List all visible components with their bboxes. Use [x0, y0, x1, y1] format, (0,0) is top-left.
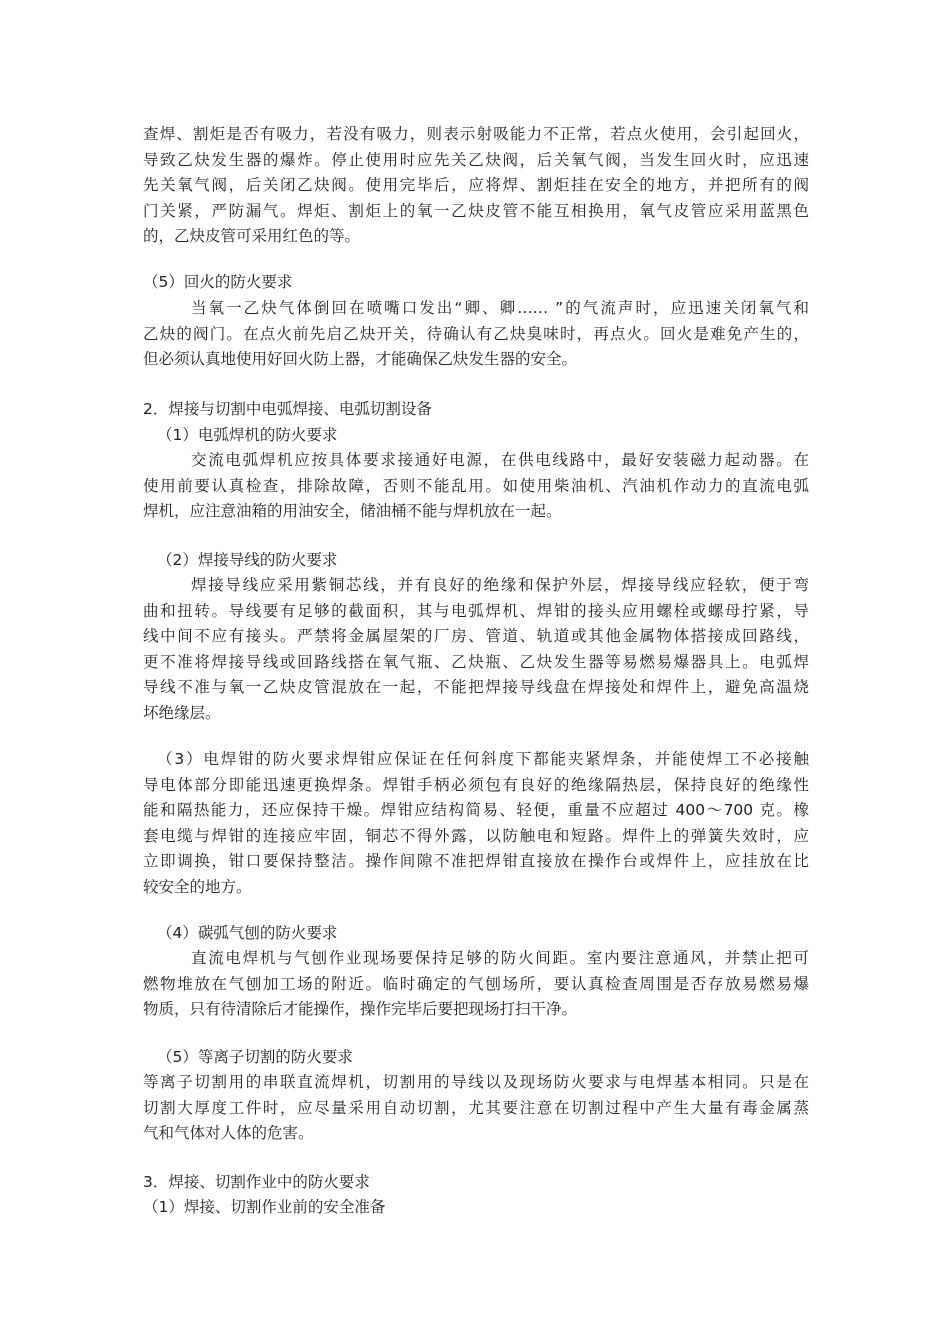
text-line: 查焊、割炬是否有吸力，若没有吸力，则表示射吸能力不正常，若点火使用，会引起回火， — [143, 125, 809, 143]
heading-flashback — [143, 270, 809, 296]
text-line: 立即调换，钳口要保持整洁。操作间隙不准把焊钳直接放在操作台或焊件上，应挂放在比 — [143, 852, 809, 870]
text-line: 导线不准与氧一乙炔皮管混放在一起，不能把焊接导线盘在焊接处和焊件上，避免高温烧 — [143, 678, 809, 696]
paragraph-carbon-arc — [143, 946, 809, 1023]
heading-text: （5）等离子切割的防火要求 — [157, 1048, 353, 1066]
paragraph-flashback — [143, 296, 809, 373]
heading-text: （2）焊接导线的防火要求 — [157, 551, 338, 569]
text-line: 直流电焊机与气刨作业现场要保持足够的防火间距。室内要注意通风，并禁止把可 — [191, 949, 809, 967]
text-line: 线中间不应有接头。严禁将金属屋架的厂房、管道、轨道或其他金属物体搭接成回路线， — [143, 627, 809, 645]
heading-text: （1）焊接、切割作业前的安全准备 — [143, 1198, 386, 1216]
heading-arc-welder — [143, 423, 809, 449]
heading-text: 2．焊接与切割中电弧焊接、电弧切割设备 — [143, 400, 432, 418]
text-line: 燃物堆放在气刨加工场的附近。临时确定的气刨场所，要认真检查周围是否存放易燃易爆 — [143, 974, 809, 993]
heading-welding-cable — [143, 548, 809, 574]
text-line: 坏绝缘层。 — [143, 703, 221, 722]
text-line: 等离子切割用的串联直流焊机，切割用的导线以及现场防火要求与电焊基本相同。只是在 — [143, 1073, 809, 1091]
text-line: 切割大厚度工件时，应尽量采用自动切割，尤其要注意在切割过程中产生大量有毒金属蒸 — [143, 1098, 809, 1117]
heading-text: （4）碳弧气刨的防火要求 — [157, 924, 338, 942]
text-line: （3）电焊钳的防火要求焊钳应保证在任何斜度下都能夹紧焊条，并能使焊工不必接触 — [157, 750, 809, 768]
text-line: 曲和扭转。导线要有足够的截面积，其与电弧焊机、焊钳的接头应用螺栓或螺母拧紧，导 — [143, 601, 809, 620]
text-line: 但必须认真地使用好回火防上器，才能确保乙炔发生器的安全。 — [143, 350, 578, 368]
text-line: 乙炔的阀门。在点火前先启乙炔开关，待确认有乙炔臭味时，再点火。回火是难免产生的， — [143, 324, 809, 343]
text-line: 更不准将焊接导线或回路线搭在氧气瓶、乙炔瓶、乙炔发生器等易燃易爆器具上。电弧焊 — [143, 652, 809, 671]
text-line: 导电体部分即能迅速更换焊条。焊钳手柄必须包有良好的绝缘隔热层，保持良好的绝缘性 — [143, 775, 809, 794]
paragraph-electrode-holder — [143, 747, 809, 900]
text-line: 能和隔热能力，还应保持干燥。焊钳应结构简易、轻便，重量不应超过 400～700 克。橡 — [143, 801, 809, 819]
text-line: 先关氧气阀，后关闭乙炔阀。使用完毕后，应将焊、割炬挂在安全的地方，并把所有的阀 — [143, 176, 809, 194]
heading-text: （5）回火的防火要求 — [143, 273, 293, 291]
heading-section-2 — [143, 397, 809, 423]
paragraph-welding-cable — [143, 573, 809, 726]
text-line: 气和气体对人体的危害。 — [143, 1124, 314, 1142]
heading-plasma-cutting — [143, 1045, 809, 1071]
text-line: 焊机，应注意油箱的用油安全，储油桶不能与焊机放在一起。 — [143, 502, 562, 520]
text-line: 套电缆与焊钳的连接应牢固，铜芯不得外露，以防触电和短路。焊件上的弹簧失效时，应 — [143, 826, 809, 845]
text-line: 当氧一乙炔气体倒回在喷嘴口发出“卿、卿…… ”的气流声时，应迅速关闭氧气和 — [191, 299, 809, 317]
text-line: 的，乙炔皮管可采用红色的等。 — [143, 227, 361, 245]
heading-safety-prep — [143, 1195, 809, 1221]
text-line: 交流电弧焊机应按具体要求接通好电源，在供电线路中，最好安装磁力起动器。在 — [191, 451, 809, 469]
text-line: 焊接导线应采用紫铜芯线，并有良好的绝缘和保护外层，焊接导线应轻软，便于弯 — [191, 576, 809, 594]
heading-text: （1）电弧焊机的防火要求 — [157, 426, 338, 444]
text-line: 导致乙炔发生器的爆炸。停止使用时应先关乙炔阀，后关氧气阀，当发生回火时，应迅速 — [143, 150, 809, 169]
paragraph-arc-welder — [143, 448, 809, 525]
text-line: 物质，只有待清除后才能操作，操作完毕后要把现场打扫干净。 — [143, 1000, 578, 1018]
paragraph-torch-check — [143, 122, 809, 250]
heading-section-3 — [143, 1170, 809, 1196]
text-line: 较安全的地方。 — [143, 877, 252, 896]
heading-carbon-arc — [143, 921, 809, 947]
paragraph-plasma-cutting — [143, 1070, 809, 1147]
heading-text: 3．焊接、切割作业中的防火要求 — [143, 1173, 370, 1191]
text-line: 门关紧，严防漏气。焊炬、割炬上的氧一乙炔皮管不能互相换用，氧气皮管应采用蓝黑色 — [143, 201, 809, 220]
text-line: 使用前要认真检查，排除故障，否则不能乱用。如使用柴油机、汽油机作动力的直流电弧 — [143, 476, 809, 495]
